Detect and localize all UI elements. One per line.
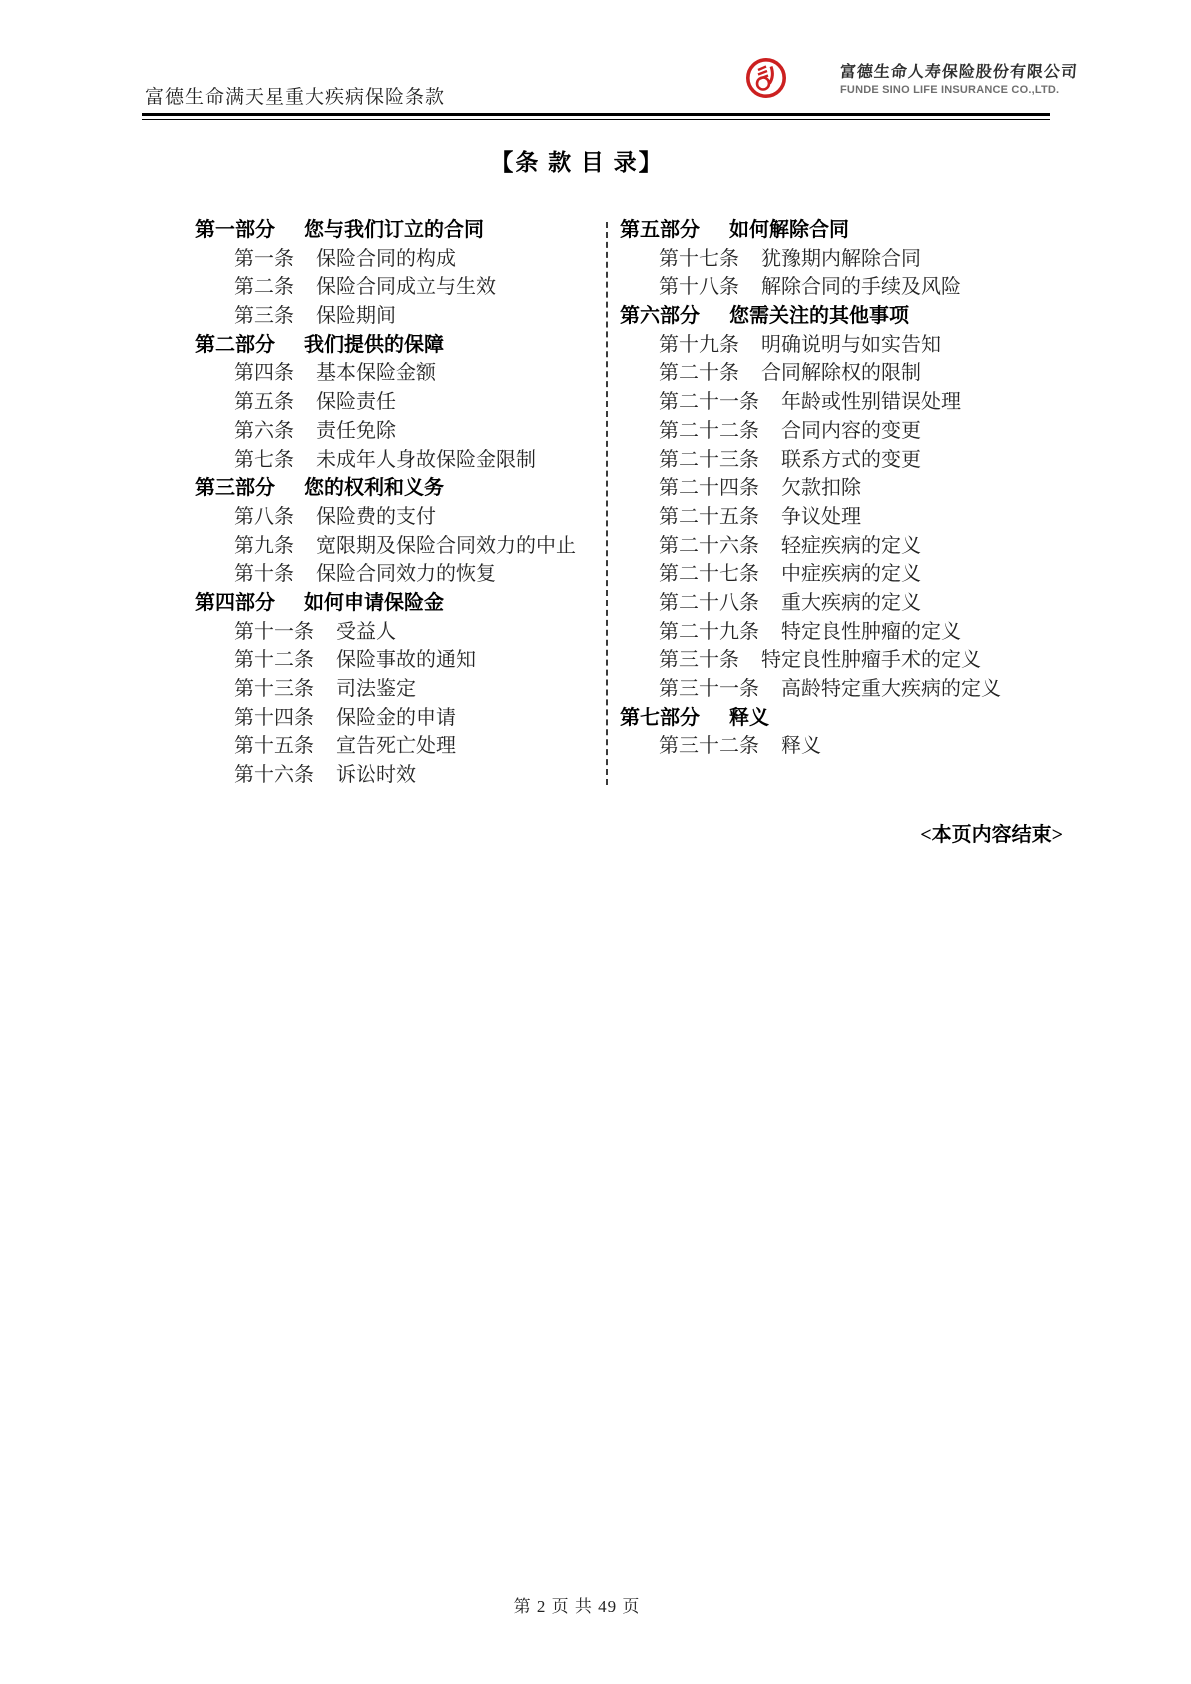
toc-entry-number: 第十五条 — [234, 735, 314, 758]
toc-entry-title: 保险事故的通知 — [336, 649, 476, 672]
toc-entry-number: 第六条 — [234, 419, 294, 442]
toc-entry-number: 第五条 — [234, 391, 294, 414]
toc-item — [195, 704, 605, 733]
toc-entry-title: 明确说明与如实告知 — [761, 333, 941, 356]
toc-item — [195, 302, 605, 331]
toc-entry-number: 第九条 — [234, 534, 294, 557]
page-end-note: <本页内容结束> — [920, 824, 1063, 846]
toc-entry-title: 保险合同的构成 — [316, 247, 456, 270]
toc-section — [620, 704, 1070, 733]
toc-entry-title: 保险期间 — [316, 305, 396, 328]
toc-entry-title: 宽限期及保险合同效力的中止 — [316, 534, 576, 557]
toc-entry-title: 犹豫期内解除合同 — [761, 247, 921, 270]
toc-entry-number: 第四条 — [234, 362, 294, 385]
toc-entry-number: 第二十七条 — [659, 563, 759, 586]
toc-entry-number: 第十九条 — [659, 333, 739, 356]
company-name-cn: 富德生命人寿保险股份有限公司 — [839, 64, 1079, 81]
toc-entry-number: 第三十条 — [659, 649, 739, 672]
toc-entry-number: 第三十二条 — [659, 735, 759, 758]
toc-entry-title: 保险费的支付 — [316, 505, 436, 528]
toc-item — [620, 273, 1070, 302]
toc-item — [195, 359, 605, 388]
toc-item — [195, 532, 605, 561]
toc-entry-number: 第十二条 — [234, 649, 314, 672]
toc-item — [620, 474, 1070, 503]
toc-entry-number: 第六部分 — [620, 305, 700, 328]
toc-item — [195, 446, 605, 475]
toc-entry-title: 您需关注的其他事项 — [729, 305, 909, 328]
toc-left-column — [195, 216, 605, 790]
toc-entry-number: 第五部分 — [620, 219, 700, 241]
toc-item — [620, 331, 1070, 360]
page-footer: 第 2 页 共 49 页 — [513, 1597, 641, 1616]
toc-entry-number: 第二十二条 — [659, 419, 759, 442]
toc-entry-title: 轻症疾病的定义 — [781, 534, 921, 557]
company-name-en: FUNDE SINO LIFE INSURANCE CO.,LTD. — [840, 84, 1060, 96]
toc-entry-number: 第二十六条 — [659, 534, 759, 557]
toc-entry-number: 第十六条 — [234, 764, 314, 787]
toc-item — [195, 560, 605, 589]
header-rule-thin — [142, 119, 1050, 120]
toc-item — [195, 646, 605, 675]
toc-item — [195, 417, 605, 446]
toc-entry-title: 年龄或性别错误处理 — [781, 391, 961, 414]
toc-entry-title: 特定良性肿瘤的定义 — [781, 620, 961, 643]
toc-entry-number: 第十条 — [234, 563, 294, 586]
header-rule-thick — [142, 113, 1050, 116]
toc-entry-title: 联系方式的变更 — [781, 448, 921, 471]
toc-entry-number: 第二条 — [234, 276, 294, 299]
toc-item — [620, 646, 1070, 675]
toc-entry-title: 您的权利和义务 — [304, 477, 444, 500]
toc-item — [195, 388, 605, 417]
toc-section — [195, 331, 605, 360]
toc-item — [620, 675, 1070, 704]
toc-entry-title: 保险责任 — [316, 391, 396, 414]
toc-entry-number: 第七部分 — [620, 706, 700, 729]
toc-item — [620, 618, 1070, 647]
toc-item — [620, 245, 1070, 274]
toc-right-column — [620, 216, 1070, 761]
company-logo-icon — [744, 56, 788, 100]
toc-entry-title: 宣告死亡处理 — [336, 735, 456, 758]
toc-item — [195, 732, 605, 761]
toc-entry-title: 受益人 — [336, 620, 396, 643]
toc-section — [195, 474, 605, 503]
toc-item — [620, 388, 1070, 417]
toc-entry-title: 中症疾病的定义 — [781, 563, 921, 586]
toc-item — [620, 532, 1070, 561]
toc-entry-number: 第二十条 — [659, 362, 739, 385]
toc-entry-title: 合同解除权的限制 — [761, 362, 921, 385]
toc-item — [195, 245, 605, 274]
toc-entry-title: 您与我们订立的合同 — [304, 219, 484, 241]
toc-entry-title: 高龄特定重大疾病的定义 — [781, 678, 1001, 700]
toc-entry-number: 第二十九条 — [659, 620, 759, 643]
toc-entry-number: 第八条 — [234, 505, 294, 528]
toc-item — [195, 675, 605, 704]
toc-entry-number: 第二十五条 — [659, 505, 759, 528]
toc-column-divider — [606, 222, 608, 785]
toc-item — [620, 560, 1070, 589]
toc-entry-number: 第一条 — [234, 247, 294, 270]
toc-item — [620, 732, 1070, 761]
toc-item — [195, 761, 605, 790]
toc-entry-number: 第三十一条 — [659, 678, 759, 700]
toc-item — [620, 446, 1070, 475]
toc-entry-number: 第十四条 — [234, 706, 314, 729]
toc-entry-number: 第二十三条 — [659, 448, 759, 471]
toc-entry-title: 责任免除 — [316, 419, 396, 442]
toc-entry-title: 保险合同成立与生效 — [316, 276, 496, 299]
document-title: 富德生命满天星重大疾病保险条款 — [145, 87, 446, 108]
toc-entry-number: 第十七条 — [659, 247, 739, 270]
toc-entry-number: 第二部分 — [195, 333, 275, 356]
toc-item — [620, 359, 1070, 388]
toc-item — [620, 503, 1070, 532]
toc-entry-number: 第二十八条 — [659, 591, 759, 614]
toc-entry-title: 未成年人身故保险金限制 — [316, 448, 536, 471]
toc-entry-number: 第三部分 — [195, 477, 275, 500]
toc-entry-title: 保险金的申请 — [336, 706, 456, 729]
toc-entry-number: 第十三条 — [234, 678, 314, 700]
toc-entry-number: 第四部分 — [195, 591, 275, 614]
toc-entry-title: 争议处理 — [781, 505, 861, 528]
toc-entry-title: 释义 — [729, 706, 769, 729]
toc-title: 【条 款 目 录】 — [490, 150, 664, 175]
toc-item — [195, 273, 605, 302]
toc-section — [195, 216, 605, 245]
toc-entry-title: 诉讼时效 — [336, 764, 416, 787]
toc-section — [620, 216, 1070, 245]
toc-entry-number: 第一部分 — [195, 219, 275, 241]
toc-entry-title: 基本保险金额 — [316, 362, 436, 385]
toc-item — [195, 503, 605, 532]
toc-entry-title: 我们提供的保障 — [304, 333, 444, 356]
toc-entry-number: 第三条 — [234, 305, 294, 328]
toc-entry-number: 第二十一条 — [659, 391, 759, 414]
toc-section — [620, 302, 1070, 331]
toc-entry-number: 第十八条 — [659, 276, 739, 299]
toc-item — [195, 618, 605, 647]
toc-section — [195, 589, 605, 618]
toc-entry-title: 释义 — [781, 735, 821, 758]
toc-entry-title: 司法鉴定 — [336, 678, 416, 700]
toc-entry-title: 如何解除合同 — [729, 219, 849, 241]
toc-item — [620, 417, 1070, 446]
toc-entry-number: 第七条 — [234, 448, 294, 471]
toc-entry-title: 解除合同的手续及风险 — [761, 276, 961, 299]
toc-entry-title: 保险合同效力的恢复 — [316, 563, 496, 586]
toc-entry-number: 第十一条 — [234, 620, 314, 643]
toc-entry-number: 第二十四条 — [659, 477, 759, 500]
toc-item — [620, 589, 1070, 618]
toc-entry-title: 如何申请保险金 — [304, 591, 444, 614]
toc-entry-title: 特定良性肿瘤手术的定义 — [761, 649, 981, 672]
toc-entry-title: 合同内容的变更 — [781, 419, 921, 442]
toc-entry-title: 重大疾病的定义 — [781, 591, 921, 614]
toc-entry-title: 欠款扣除 — [781, 477, 861, 500]
